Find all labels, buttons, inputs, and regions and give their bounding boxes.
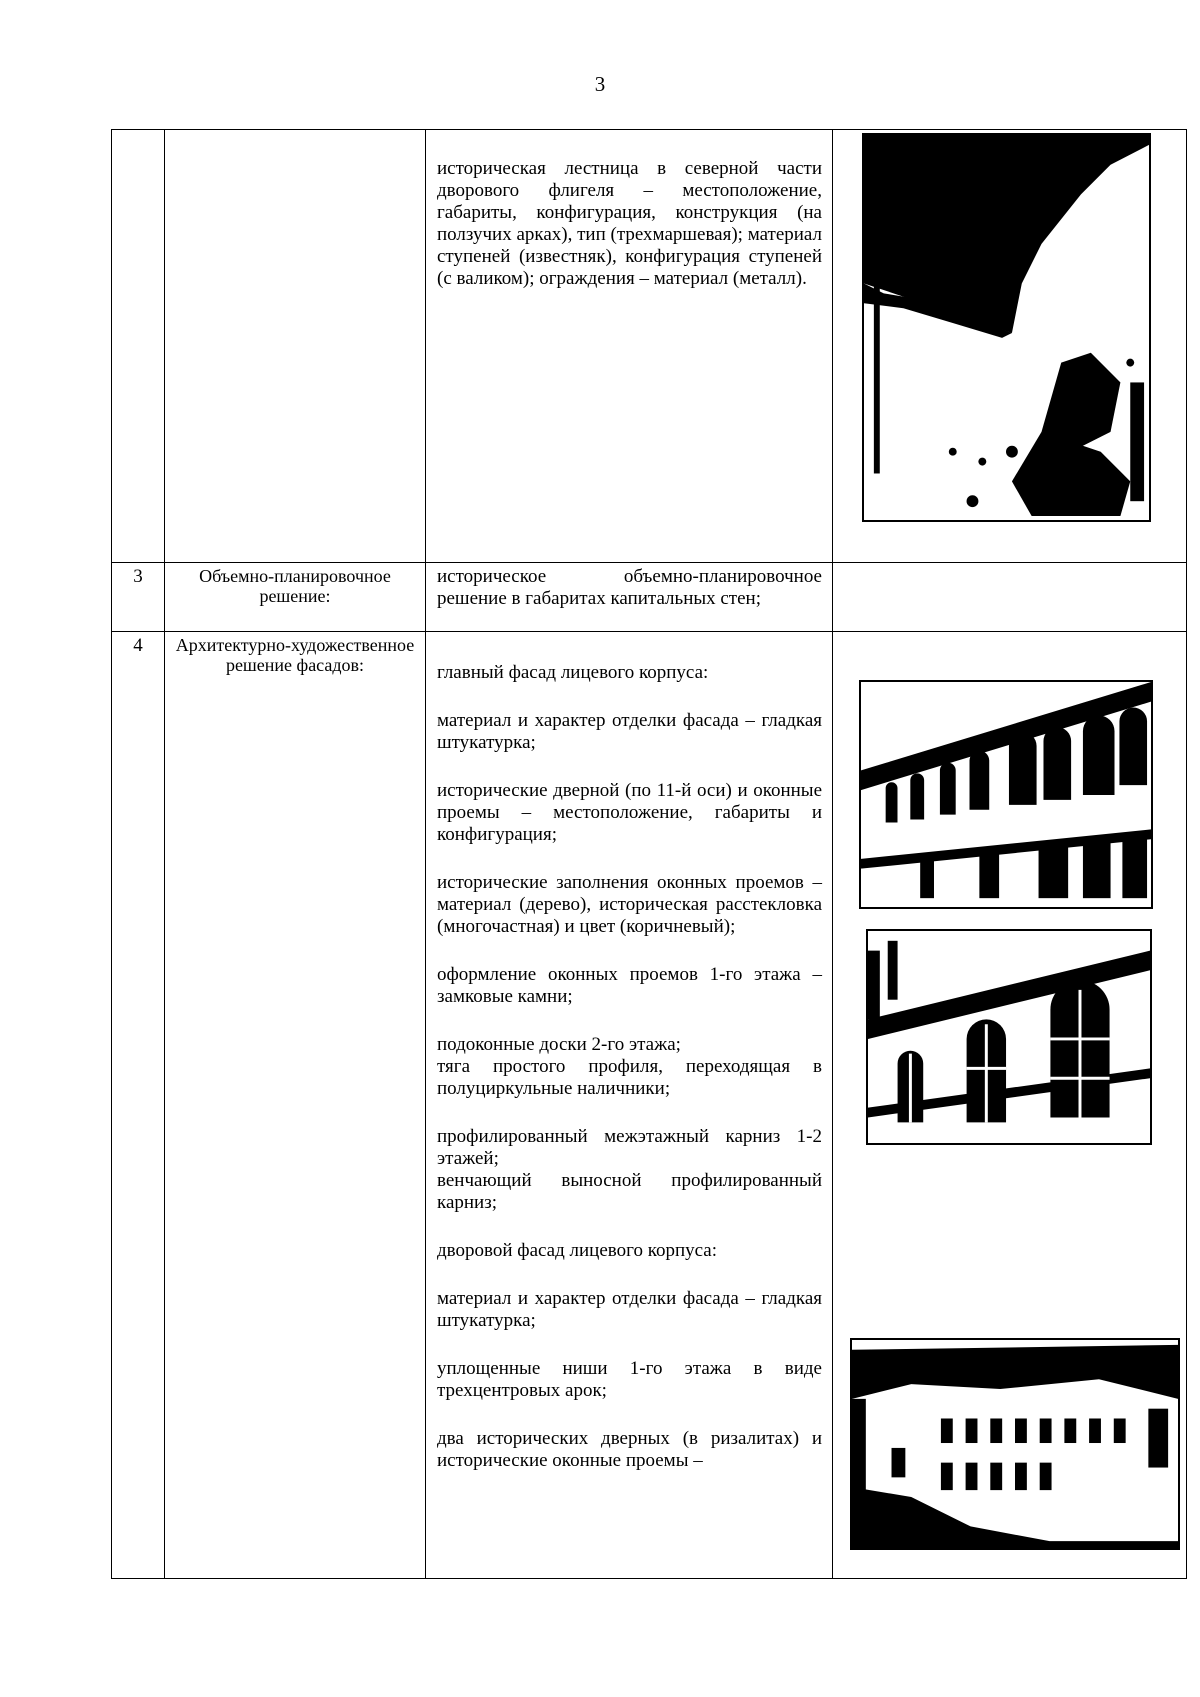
description-paragraph: профилированный межэтажный карниз 1-2 этажей; — [437, 1126, 822, 1169]
row-name — [165, 130, 426, 563]
row-name: Архитектурно-художественное решение фасадов: — [165, 632, 426, 1579]
row-description — [426, 130, 833, 563]
description-paragraph: материал и характер отделки фасада – гладкая штукатурка; — [437, 1288, 822, 1331]
description-paragraph: венчающий выносной профилированный карниз; — [437, 1170, 822, 1213]
row-name: Объемно-планировочное решение: — [165, 563, 426, 632]
description-paragraph: исторические заполнения оконных проемов – материал (дерево), историческая расстекловка (многочастная) и цвет (коричневый); — [437, 872, 822, 937]
row-number: 4 — [112, 632, 165, 1579]
windows-photo-icon — [866, 929, 1152, 1145]
row-number: 3 — [112, 563, 165, 632]
row-description — [426, 632, 833, 1579]
description-paragraph: материал и характер отделки фасада – гладкая штукатурка; — [437, 710, 822, 753]
page-number: 3 — [594, 72, 606, 96]
description-paragraph: оформление оконных проемов 1-го этажа – замковые камни; — [437, 964, 822, 1007]
courtyard-facade-photo-icon — [850, 1338, 1180, 1550]
description-paragraph: два исторических дверных (в ризалитах) и исторические оконные проемы – — [437, 1428, 822, 1471]
description-paragraph: уплощенные ниши 1-го этажа в виде трехцентровых арок; — [437, 1358, 822, 1401]
row-photos — [833, 563, 1187, 632]
main-facade-photo-icon — [859, 680, 1153, 909]
row-number — [112, 130, 165, 563]
description-paragraph: дворовой фасад лицевого корпуса: — [437, 1240, 717, 1261]
description-paragraph: исторические дверной (по 11-й оси) и оконные проемы – местоположение, габариты и конфигурация; — [437, 780, 822, 845]
description-paragraph: главный фасад лицевого корпуса: — [437, 662, 709, 683]
row-description — [426, 563, 833, 632]
table-row — [112, 563, 1187, 632]
description-paragraph: историческое объемно-планировочное решение в габаритах капитальных стен; — [437, 566, 822, 609]
description-paragraph: подоконные доски 2-го этажа; — [437, 1034, 681, 1055]
staircase-photo-icon — [862, 133, 1151, 522]
description-paragraph: историческая лестница в северной части дворового флигеля – местоположение, габариты, конфигурация, конструкция (на ползучих арках), тип (трехмаршевая); материал ступеней (известняк), конфигурация ступеней (с валиком); ограждения – материал (металл). — [437, 158, 823, 289]
description-paragraph: тяга простого профиля, переходящая в полуциркульные наличники; — [437, 1056, 822, 1099]
